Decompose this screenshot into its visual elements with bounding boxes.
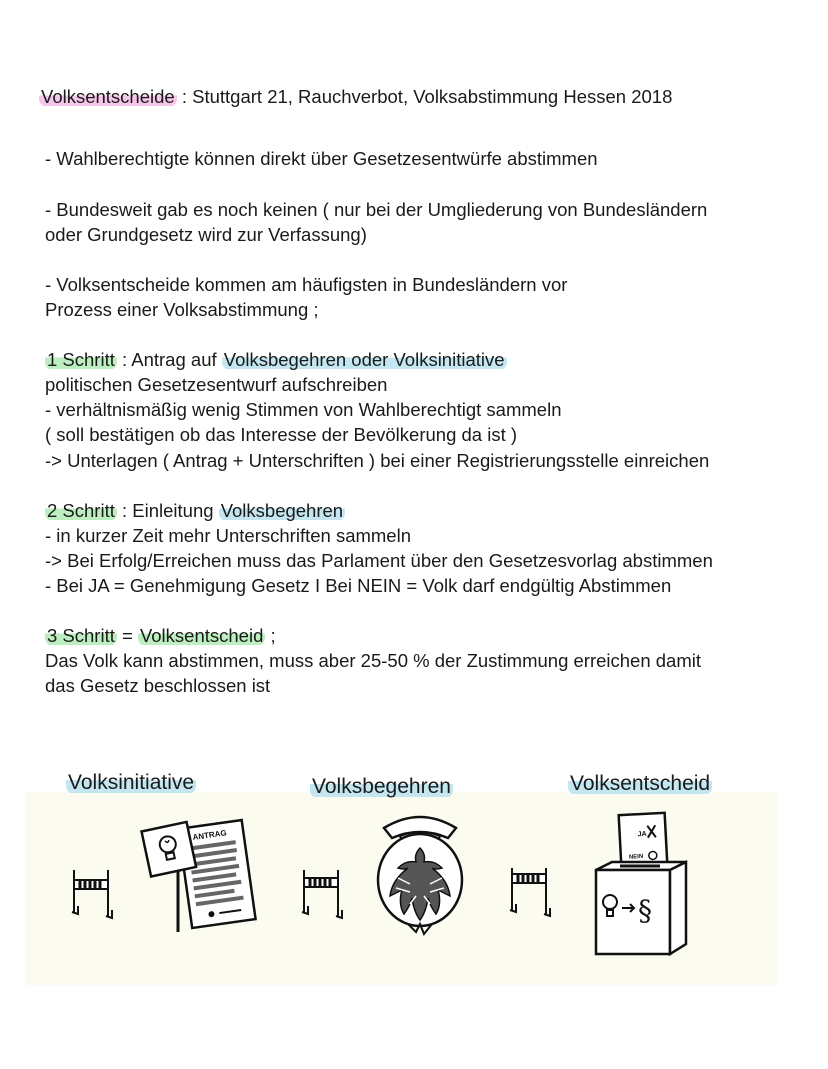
intro-line: Prozess einer Volksabstimmung ;: [45, 299, 319, 320]
hurdle-icon: [506, 864, 556, 924]
ballot-box-icon: [590, 810, 700, 960]
step3-heading: [45, 623, 276, 648]
ballot-nein-text: NEIN: [628, 853, 644, 861]
step2-line: -> Bei Erfolg/Erreichen muss das Parlament über den Gesetzesvorlag abstimmen: [45, 550, 713, 571]
step1-sep: : Antrag auf: [116, 349, 222, 370]
step3-line: das Gesetz beschlossen ist: [45, 675, 271, 696]
step2-line: - Bei JA = Genehmigung Gesetz I Bei NEIN = Volk darf endgültig Abstimmen: [45, 575, 672, 596]
label-volksentscheid: [568, 771, 712, 797]
label-volksbegehren: [310, 774, 453, 800]
step3-line: Das Volk kann abstimmen, muss aber 25-50 % der Zustimmung erreichen damit: [45, 650, 702, 671]
step3-term: Volksentscheid: [139, 625, 264, 646]
label-volksinitiative: [66, 770, 196, 796]
federal-eagle-icon: [370, 808, 470, 943]
step2-line: - in kurzer Zeit mehr Unterschriften sammeln: [45, 525, 411, 546]
intro-line: - Wahlberechtigte können direkt über Gesetzesentwürfe abstimmen: [45, 148, 598, 169]
step1-label: 1 Schritt: [47, 349, 115, 370]
label-volksbegehren-text: Volksbegehren: [312, 775, 451, 798]
step1-heading: [45, 347, 507, 372]
step3-label: 3 Schritt: [47, 625, 115, 646]
ballot-ja-text: JA: [637, 830, 647, 839]
step2-label: 2 Schritt: [47, 500, 115, 521]
step1-term: Volksbegehren oder Volksinitiative: [223, 349, 505, 370]
antrag-text: ANTRAG: [191, 828, 228, 843]
step2-sep: : Einleitung: [116, 500, 219, 521]
step1-line: politischen Gesetzesentwurf aufschreiben: [45, 374, 388, 395]
step1-line: - verhältnismäßig wenig Stimmen von Wahlberechtigt sammeln: [45, 399, 562, 420]
intro-line: - Bundesweit gab es noch keinen ( nur bei der Umgliederung von Bundesländern: [45, 199, 708, 220]
intro-line: oder Grundgesetz wird zur Verfassung): [45, 224, 367, 245]
label-volksinitiative-text: Volksinitiative: [68, 771, 195, 794]
step1-line: -> Unterlagen ( Antrag + Unterschriften ) bei einer Registrierungsstelle einreichen: [45, 450, 710, 471]
step3-after: ;: [265, 625, 276, 646]
step2-heading: [45, 498, 345, 523]
hurdle-icon: [68, 866, 118, 926]
intro-line: - Volksentscheide kommen am häufigsten in Bundesländern vor: [45, 274, 568, 295]
step2-term: Volksbegehren: [220, 500, 344, 521]
label-volksentscheid-text: Volksentscheid: [570, 772, 711, 795]
page-title: [39, 84, 672, 109]
antrag-sign-icon: [140, 810, 255, 935]
hurdle-icon: [298, 866, 348, 926]
step3-sep: =: [116, 625, 138, 646]
title-highlight: Volksentscheide: [41, 86, 175, 107]
step1-line: ( soll bestätigen ob das Interesse der Bevölkerung da ist ): [45, 424, 518, 445]
law-paragraph-text: §: [638, 894, 652, 927]
title-rest: : Stuttgart 21, Rauchverbot, Volksabstimmung Hessen 2018: [176, 86, 673, 107]
